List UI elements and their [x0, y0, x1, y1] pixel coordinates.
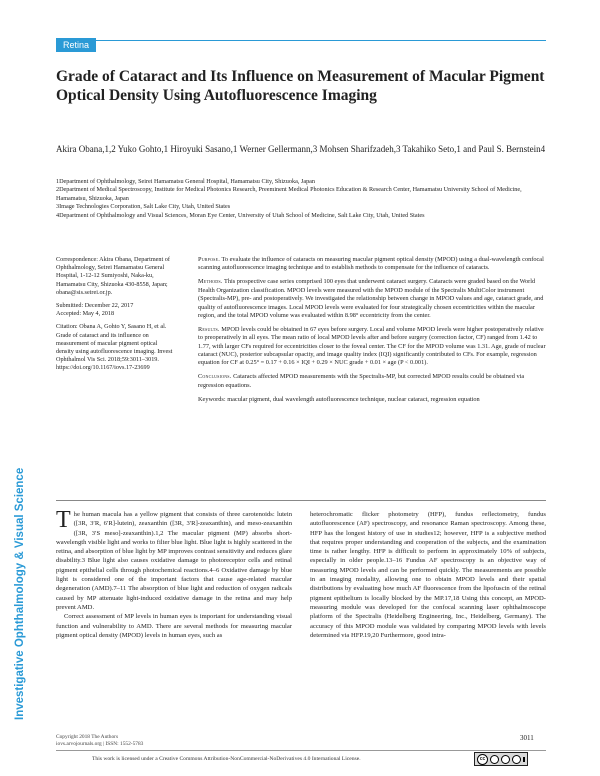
keywords: Keywords: macular pigment, dual wavelength autofluorescence technique, nuclear cataract, regression equation — [198, 395, 480, 403]
header-rule — [56, 40, 546, 41]
results-label: Results. — [198, 325, 220, 333]
conclusions-label: Conclusions. — [198, 373, 232, 381]
affiliation-2: 2Department of Medical Spectroscopy, Institute for Medical Photonics Research, Preeminent Medical Photonics Education & Research Center, Hamamatsu University School of Medicine, Hamamatsu, Shizuoka, Japan — [56, 186, 522, 202]
abstract-methods — [198, 278, 546, 320]
page-number: 3011 — [520, 734, 534, 742]
methods-label: Methods. — [198, 278, 223, 286]
abstract — [198, 256, 546, 410]
conclusions-text: Cataracts affected MPOD measurements with the Spectralis-MP, but corrected MPOD results could be obtained via regression equations. — [198, 373, 525, 389]
drop-cap: T — [56, 507, 71, 533]
abstract-results — [198, 326, 546, 368]
body-paragraph-1-text: he human macula has a yellow pigment that consists of three carotenoids: lutein ([3R, 3′R, 6′R]-lutein), zeaxanthin ([3R, 3′R]-zeaxanthin), and meso-zeaxanthin ([3R, 3′S meso]-zeaxanthin).1,2 The macular pigment (MP) absorbs short-wavelength visible light and works to filter blue light. Blue light is highly scattered in the retina, and absorption of blue light by MP improves contrast sensitivity and reduces glare disability.3 Blue light also causes oxidative damage to photoreceptor cells and retinal pigment epithelial cells through photochemical reactions.4–6 Oxidative damage by blue light is considered one of the important factors that cause age-related macular degeneration (AMD).7–11 The absorption of blue light and reduction of oxygen radicals caused by MP attenuate light-induced oxidative damage in the retina and may help prevent AMD. — [56, 511, 292, 611]
body-column-left — [56, 507, 292, 640]
abstract-conclusions — [198, 373, 546, 390]
article-title: Grade of Cataract and Its Influence on Measurement of Macular Pigment Optical Density Using Autofluorescence Imaging — [56, 68, 545, 104]
cc-license-badge[interactable] — [474, 752, 528, 766]
accepted-date: Accepted: May 4, 2018 — [56, 310, 115, 318]
nc-icon — [501, 755, 510, 764]
body-paragraph-2: Correct assessment of MP levels in human eyes is important for understanding visual function and vulnerability to AMD. There are several methods for measuring macular pigment optical density (MPOD) levels in human eyes, such as — [56, 613, 292, 639]
cc-logo-icon: cc — [477, 754, 488, 765]
cc-strip — [523, 757, 525, 762]
author-list: Akira Obana,1,2 Yuko Gohto,1 Hiroyuki Sasano,1 Werner Gellermann,3 Mohsen Sharifzadeh,3 Takahiko Seto,1 and Paul S. Bernstein4 — [56, 144, 546, 154]
footer-info — [56, 734, 256, 748]
issn: iovs.arvojournals.org | ISSN: 1552-5783 — [56, 741, 144, 747]
journal-name: Investigative Ophthalmology & Visual Science — [14, 467, 26, 720]
abstract-divider — [56, 500, 546, 501]
affiliation-1: 1Department of Ophthalmology, Seirei Hamamatsu General Hospital, Hamamatsu City, Shizuoka, Japan — [56, 178, 316, 185]
methods-text: This prospective case series comprised 100 eyes that underwent cataract surgery. Cataracts were graded based on the World Health Organization classification. MPOD levels were measured with the MPOD module of the Spectralis MultiColor instrument (Spectralis-MP), pre- and postoperatively. We investigated the relationship between change in MPOD values and age, cataract grade, and quality of autofluorescence images. Local MPOD levels were evaluated for four strategically chosen eccentricities within the macular region, and the total MPOD volume was evaluated within 8.98° eccentricity from the center. — [198, 278, 544, 319]
correspondence: Correspondence: Akira Obana, Department of Ophthalmology, Seirei Hamamatsu General Hospital, 1-12-12 Sumiyoshi, Naka-ku, Hamamatsu City, Shizuoka 430-8558, Japan; obana@sis.seirei.or.jp. — [56, 256, 170, 296]
article-sidebar — [56, 256, 174, 378]
purpose-text: To evaluate the influence of cataracts on measuring macular pigment optical density (MPOD) using a dual-wavelength confocal scanning autofluorescence imaging technique and to establish methods to compensate for the influence of cataracts. — [198, 256, 544, 272]
section-tag: Retina — [56, 38, 96, 52]
by-icon — [490, 755, 499, 764]
body-paragraph-1 — [56, 507, 292, 612]
nd-icon — [512, 755, 521, 764]
copyright: Copyright 2018 The Authors — [56, 734, 119, 740]
affiliation-4: 4Department of Ophthalmology and Visual Sciences, Moran Eye Center, University of Utah School of Medicine, Salt Lake City, Utah, United States — [56, 211, 425, 219]
results-text: MPOD levels could be obtained in 67 eyes before surgery. Local and volume MPOD levels were higher postoperatively relative to preoperatively in all eyes. The mean ratio of local MPOD levels after and before surgery (correction factor, CF) ranged from 1.42 to 1.77, with larger CFs required for eccentricities closer to the foveal center. The CF for the MPOD volume was 1.31. Age, grade of nuclear cataract (NUC), posterior subcapsular opacity, and image quality index (IQI) significantly contributed to CFs. For example, regression equation for CF at 0.25° = 0.17 + 0.16 × IQI + 0.29 × NUC grade + 0.01 × age (P < 0.001). — [198, 325, 546, 367]
footer-rule — [56, 750, 546, 751]
license-notice: This work is licensed under a Creative Commons Attribution-NonCommercial-NoDerivatives 4.0 International License. — [92, 756, 361, 762]
body-paragraph-3: heterochromatic flicker photometry (HFP), fundus reflectometry, fundus autofluorescence (AF) spectroscopy, and resonance Raman spectroscopy. Among these, HFP has the longest history of use in studies12; however, HFP is a subjective method that requires proper understanding and cooperation of the subjects, and the examination time is rather lengthy. HFP is difficult to perform in approximately 10% of subjects, especially in older people.13–16 Fundus AF spectroscopy is an objective way of measuring MPOD levels and can be performed quickly. The measurements are possible in an imaging modality, allowing one to obtain MPOD levels and their spatial distributions by evaluating how much AF fluorescence from the lipofuscin of the retinal pigment epithelium is locally blocked by the MP.17,18 Using this concept, an MPOD-measuring module was developed for the confocal scanning laser ophthalmoscope platform of the Spectralis (Heidelberg Engineering, Inc., Heidelberg, Germany). The accuracy of this MPOD module was validated by comparing MPOD levels with levels determined via HFP.19,20 Furthermore, good intra- — [310, 511, 546, 639]
abstract-purpose — [198, 256, 546, 273]
purpose-label: Purpose. — [198, 256, 221, 263]
submitted-date: Submitted: December 22, 2017 — [56, 302, 134, 310]
journal-side-banner — [0, 0, 28, 776]
citation: Citation: Obana A, Gohto Y, Sasano H, et al. Grade of cataract and its influence on measurement of macular pigment optical density using autofluorescence imaging. Invest Ophthalmol Vis Sci. 2018;59:3011–3019. https://doi.org/10.1167/iovs.17-23699 — [56, 323, 173, 372]
body-column-right — [310, 510, 546, 640]
affiliation-3: 3Image Technologies Corporation, Salt Lake City, Utah, United States — [56, 203, 231, 211]
affiliations — [56, 178, 548, 220]
